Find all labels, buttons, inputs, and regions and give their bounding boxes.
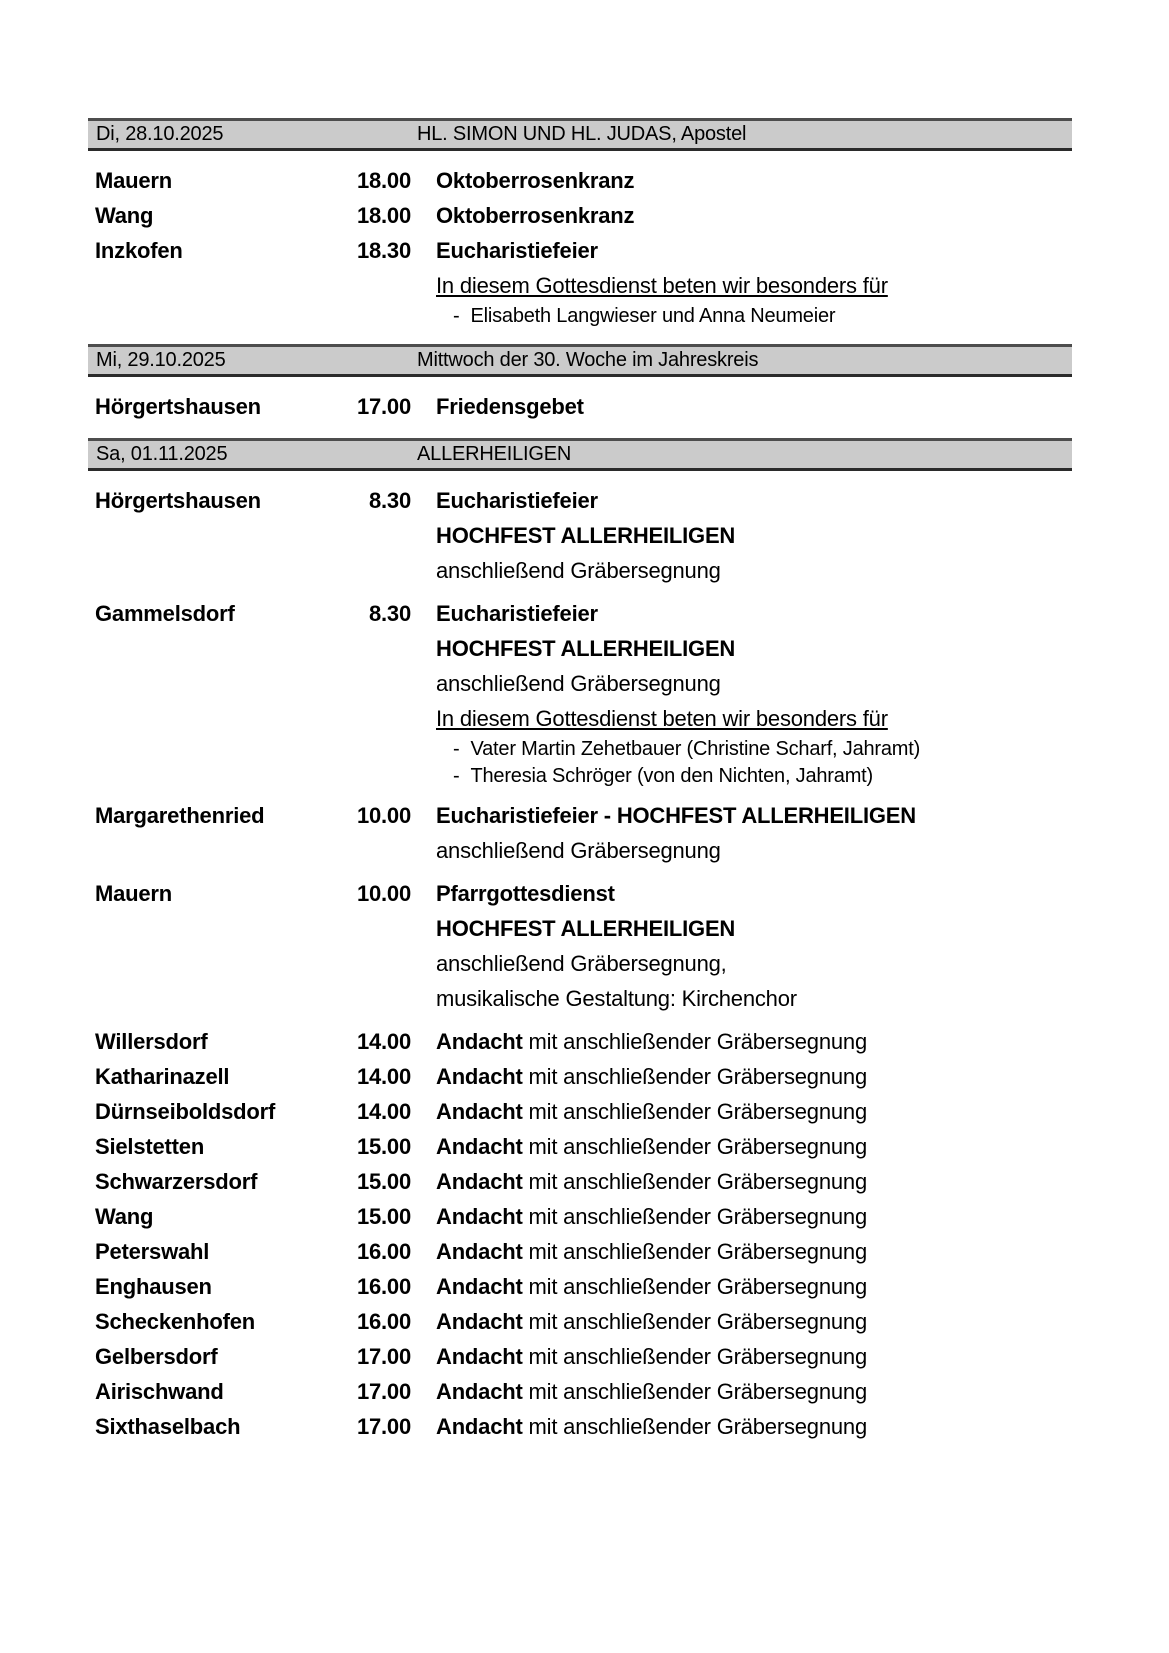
description-lead: Andacht xyxy=(436,1239,523,1264)
location-cell: Dürnseiboldsdorf xyxy=(95,1099,276,1124)
time-cell: 16.00 xyxy=(356,1274,411,1299)
schedule-row xyxy=(88,1164,1072,1199)
description-line: HOCHFEST ALLERHEILIGEN xyxy=(436,523,736,548)
description-line: Eucharistiefeier xyxy=(436,601,598,626)
description-line: anschließend Gräbersegnung xyxy=(436,558,721,583)
description-cell xyxy=(411,1339,1072,1374)
location-cell: Wang xyxy=(95,203,154,228)
description-line: anschließend Gräbersegnung xyxy=(436,671,721,696)
time-cell: 18.00 xyxy=(356,203,411,228)
description-lead: Andacht xyxy=(436,1274,523,1299)
time-cell: 17.00 xyxy=(356,1414,411,1439)
section-date: Di, 28.10.2025 xyxy=(96,123,224,145)
schedule-row xyxy=(88,596,1072,790)
description-cell xyxy=(411,1234,1072,1269)
description-line: HOCHFEST ALLERHEILIGEN xyxy=(436,636,736,661)
description-cell xyxy=(411,1304,1072,1339)
description-cell xyxy=(411,483,1072,588)
description-line: In diesem Gottesdienst beten wir besonders für xyxy=(436,273,888,298)
description-line: Eucharistiefeier - HOCHFEST ALLERHEILIGEN xyxy=(436,803,916,828)
description-cell xyxy=(411,1024,1072,1059)
schedule-row xyxy=(88,1234,1072,1269)
description-line xyxy=(436,1129,1072,1164)
description-line xyxy=(436,1234,1072,1269)
schedule-row xyxy=(88,1374,1072,1409)
description-line: anschließend Gräbersegnung, xyxy=(436,951,727,976)
schedule xyxy=(88,0,1072,1444)
time-cell: 18.00 xyxy=(356,168,411,193)
description-cell xyxy=(411,1269,1072,1304)
description-line: Friedensgebet xyxy=(436,394,584,419)
description-cell xyxy=(411,1409,1072,1444)
location-cell: Sielstetten xyxy=(95,1134,205,1159)
schedule-section xyxy=(88,344,1072,424)
description-line: HOCHFEST ALLERHEILIGEN xyxy=(436,916,736,941)
location-cell: Gelbersdorf xyxy=(95,1344,218,1369)
location-cell: Wang xyxy=(95,1204,154,1229)
description-rest: mit anschließender Gräbersegnung xyxy=(522,1274,867,1299)
section-title: ALLERHEILIGEN xyxy=(417,443,572,465)
time-cell: 14.00 xyxy=(356,1099,411,1124)
location-cell: Gammelsdorf xyxy=(95,601,235,626)
section-date: Mi, 29.10.2025 xyxy=(96,349,226,371)
description-cell xyxy=(411,596,1072,790)
description-lead: Andacht xyxy=(436,1344,523,1369)
schedule-row xyxy=(88,198,1072,233)
description-line: Eucharistiefeier xyxy=(436,488,598,513)
description-line xyxy=(436,763,1072,790)
description-line xyxy=(436,1409,1072,1444)
description-lead: Andacht xyxy=(436,1169,523,1194)
schedule-row xyxy=(88,1129,1072,1164)
location-cell: Mauern xyxy=(95,881,173,906)
description-rest: mit anschließender Gräbersegnung xyxy=(522,1169,867,1194)
description-rest: mit anschließender Gräbersegnung xyxy=(522,1344,867,1369)
schedule-row xyxy=(88,163,1072,198)
description-cell xyxy=(411,389,1072,424)
location-cell: Inzkofen xyxy=(95,238,183,263)
description-rest: mit anschließender Gräbersegnung xyxy=(522,1134,867,1159)
time-cell: 17.00 xyxy=(356,1344,411,1369)
location-cell: Margarethenried xyxy=(95,803,265,828)
location-cell: Hörgertshausen xyxy=(95,488,261,513)
time-cell: 14.00 xyxy=(356,1064,411,1089)
schedule-row xyxy=(88,1339,1072,1374)
schedule-row xyxy=(88,1304,1072,1339)
description-line xyxy=(436,1304,1072,1339)
time-cell: 15.00 xyxy=(356,1169,411,1194)
description-cell xyxy=(411,233,1072,330)
description-cell xyxy=(411,876,1072,1016)
time-cell: 15.00 xyxy=(356,1134,411,1159)
location-cell: Mauern xyxy=(95,168,173,193)
description-cell xyxy=(411,163,1072,198)
section-header xyxy=(88,438,1072,471)
description-rest: mit anschließender Gräbersegnung xyxy=(522,1204,867,1229)
location-cell: Willersdorf xyxy=(95,1029,208,1054)
description-line: Eucharistiefeier xyxy=(436,238,598,263)
time-cell: 8.30 xyxy=(368,601,411,626)
location-cell: Airischwand xyxy=(95,1379,224,1404)
description-cell xyxy=(411,1164,1072,1199)
description-lead: Andacht xyxy=(436,1379,523,1404)
description-lead: Andacht xyxy=(436,1064,523,1089)
description-line xyxy=(436,303,1072,330)
description-line xyxy=(436,1269,1072,1304)
description-cell xyxy=(411,1199,1072,1234)
description-rest: mit anschließender Gräbersegnung xyxy=(522,1239,867,1264)
bullet-dash: - xyxy=(453,765,460,787)
section-header xyxy=(88,344,1072,377)
location-cell: Katharinazell xyxy=(95,1064,230,1089)
time-cell: 15.00 xyxy=(356,1204,411,1229)
description-lead: Andacht xyxy=(436,1099,523,1124)
location-cell: Scheckenhofen xyxy=(95,1309,256,1334)
time-cell: 17.00 xyxy=(356,394,411,419)
description-rest: mit anschließender Gräbersegnung xyxy=(522,1064,867,1089)
description-line xyxy=(436,1059,1072,1094)
description-lead: Andacht xyxy=(436,1414,523,1439)
schedule-row xyxy=(88,1199,1072,1234)
description-cell xyxy=(411,1059,1072,1094)
section-title: Mittwoch der 30. Woche im Jahreskreis xyxy=(417,349,759,371)
location-cell: Schwarzersdorf xyxy=(95,1169,258,1194)
description-cell xyxy=(411,1129,1072,1164)
description-line: In diesem Gottesdienst beten wir besonders für xyxy=(436,706,888,731)
description-rest: mit anschließender Gräbersegnung xyxy=(522,1414,867,1439)
bullet-text: Elisabeth Langwieser und Anna Neumeier xyxy=(470,305,836,327)
description-line: musikalische Gestaltung: Kirchenchor xyxy=(436,986,797,1011)
description-rest: mit anschließender Gräbersegnung xyxy=(522,1309,867,1334)
section-title: HL. SIMON UND HL. JUDAS, Apostel xyxy=(417,123,747,145)
schedule-row xyxy=(88,1094,1072,1129)
time-cell: 16.00 xyxy=(356,1239,411,1264)
description-line xyxy=(436,1164,1072,1199)
description-rest: mit anschließender Gräbersegnung xyxy=(522,1379,867,1404)
time-cell: 17.00 xyxy=(356,1379,411,1404)
bullet-text: Theresia Schröger (von den Nichten, Jahramt) xyxy=(470,765,873,787)
description-line xyxy=(436,736,1072,763)
schedule-row xyxy=(88,483,1072,588)
bullet-dash: - xyxy=(453,305,460,327)
schedule-row xyxy=(88,1059,1072,1094)
description-lead: Andacht xyxy=(436,1204,523,1229)
description-lead: Andacht xyxy=(436,1309,523,1334)
schedule-row xyxy=(88,876,1072,1016)
description-rest: mit anschließender Gräbersegnung xyxy=(522,1029,867,1054)
time-cell: 10.00 xyxy=(356,881,411,906)
description-rest: mit anschließender Gräbersegnung xyxy=(522,1099,867,1124)
description-line xyxy=(436,1339,1072,1374)
location-cell: Hörgertshausen xyxy=(95,394,261,419)
description-cell xyxy=(411,1374,1072,1409)
description-cell xyxy=(411,798,1072,868)
schedule-row xyxy=(88,798,1072,868)
description-lead: Andacht xyxy=(436,1029,523,1054)
schedule-row xyxy=(88,1269,1072,1304)
description-line: anschließend Gräbersegnung xyxy=(436,838,721,863)
description-line: Oktoberrosenkranz xyxy=(436,203,635,228)
description-lead: Andacht xyxy=(436,1134,523,1159)
description-line: Pfarrgottesdienst xyxy=(436,881,615,906)
time-cell: 14.00 xyxy=(356,1029,411,1054)
time-cell: 18.30 xyxy=(356,238,411,263)
section-header xyxy=(88,118,1072,151)
description-cell xyxy=(411,198,1072,233)
schedule-row xyxy=(88,1024,1072,1059)
bullet-dash: - xyxy=(453,738,460,760)
description-line xyxy=(436,1374,1072,1409)
description-line: Oktoberrosenkranz xyxy=(436,168,635,193)
schedule-row xyxy=(88,233,1072,330)
time-cell: 10.00 xyxy=(356,803,411,828)
description-line xyxy=(436,1094,1072,1129)
schedule-row xyxy=(88,389,1072,424)
schedule-section xyxy=(88,118,1072,330)
schedule-section xyxy=(88,438,1072,1444)
location-cell: Peterswahl xyxy=(95,1239,210,1264)
bullet-text: Vater Martin Zehetbauer (Christine Scharf, Jahramt) xyxy=(470,738,921,760)
time-cell: 16.00 xyxy=(356,1309,411,1334)
section-date: Sa, 01.11.2025 xyxy=(96,443,228,465)
time-cell: 8.30 xyxy=(368,488,411,513)
location-cell: Sixthaselbach xyxy=(95,1414,241,1439)
schedule-row xyxy=(88,1409,1072,1444)
description-line xyxy=(436,1199,1072,1234)
description-line xyxy=(436,1024,1072,1059)
description-cell xyxy=(411,1094,1072,1129)
location-cell: Enghausen xyxy=(95,1274,212,1299)
